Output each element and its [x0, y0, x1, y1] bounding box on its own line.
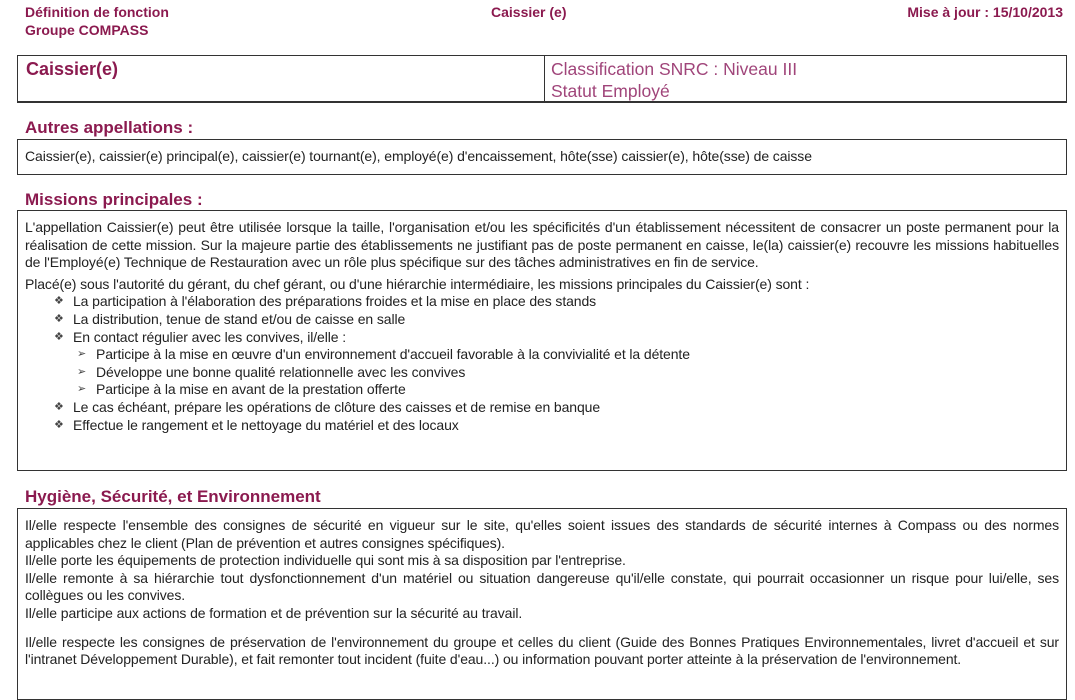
hse-paragraph: Il/elle respecte l'ensemble des consignes de sécurité en vigueur sur le site, qu'elles soient issues des standards de sécurité internes à Compass ou des normes applicables chez le client (Plan de prévention et autres consignes spécifiques).	[25, 517, 1059, 551]
section-heading-hse: Hygiène, Sécurité, et Environnement	[25, 487, 321, 506]
doc-header-left	[25, 3, 169, 39]
hse-paragraph: Il/elle respecte les consignes de préservation de l'environnement du groupe et celles du client (Guide des Bonnes Pratiques Environnementales, livret d'accueil et sur l'intranet Développement Durable), et fait remonter tout incident (fuite d'eau...) ou information pouvant porter atteinte à la préservation de l'environnement.	[25, 633, 1059, 668]
arrow-bullet-icon: ➢	[77, 383, 87, 396]
update-date: Mise à jour : 15/10/2013	[907, 4, 1063, 20]
list-item: ❖ En contact régulier avec les convives, il/elle :	[54, 328, 346, 345]
sub-list-item: ➢ Participe à la mise en œuvre d'un environnement d'accueil favorable à la convivialité et la détente	[77, 346, 690, 363]
company-name: Groupe COMPASS	[25, 22, 149, 38]
hse-box	[17, 508, 1067, 700]
section-heading-missions: Missions principales :	[25, 190, 203, 209]
hse-paragraph: Il/elle participe aux actions de formation et de prévention sur la sécurité au travail.	[25, 604, 523, 621]
diamond-bullet-icon: ❖	[54, 312, 64, 325]
hse-paragraph: Il/elle porte les équipements de protection individuelle qui sont mis à sa disposition par l'entreprise.	[25, 552, 626, 569]
statut: Statut Employé	[551, 81, 670, 101]
list-item: ❖ Effectue le rangement et le nettoyage du matériel et des locaux	[54, 416, 459, 433]
diamond-bullet-icon: ❖	[54, 418, 64, 431]
missions-intro: L'appellation Caissier(e) peut être utilisée lorsque la taille, l'organisation et/ou les spécificités d'un établissement nécessitent de consacrer un poste permanent pour la réalisation de cette mission. Sur la majeure partie des établissements ne justifiant pas de poste permanent en caisse, le(la) caissier(e) recouvre les missions habituelles de l'Employé(e) Technique de Restauration avec un rôle plus spécifique sur des tâches administratives en fin de service.	[25, 219, 1059, 271]
classification: Classification SNRC : Niveau III	[551, 59, 798, 79]
section-heading-autres: Autres appellations :	[25, 118, 194, 137]
arrow-bullet-icon: ➢	[77, 348, 87, 361]
list-item: ❖ Le cas échéant, prépare les opérations de clôture des caisses et de remise en banque	[54, 398, 601, 415]
job-title: Caissier(e)	[18, 56, 545, 101]
sub-list-item: ➢ Participe à la mise en avant de la prestation offerte	[77, 381, 406, 398]
doc-header-center: Caissier (e)	[491, 4, 567, 20]
missions-box	[17, 210, 1067, 471]
hse-paragraph: Il/elle remonte à sa hiérarchie tout dysfonctionnement d'un matériel ou situation dangereuse qu'il/elle constate, qui pourrait occasionner un risque pour lui/elle, ses collègues ou les convives.	[25, 569, 1059, 604]
autres-box: Caissier(e), caissier(e) principal(e), caissier(e) tournant(e), employé(e) d'encaissement, hôte(sse) caissier(e), hôte(sse) de caisse	[17, 139, 1067, 175]
title-box	[17, 55, 1067, 103]
sub-list-item: ➢ Développe une bonne qualité relationnelle avec les convives	[77, 363, 466, 380]
list-item: ❖ La distribution, tenue de stand et/ou de caisse en salle	[54, 310, 406, 327]
missions-lead: Placé(e) sous l'autorité du gérant, du chef gérant, ou d'une hiérarchie intermédiaire, les missions principales du Caissier(e) sont :	[25, 275, 810, 292]
list-item: ❖ La participation à l'élaboration des préparations froides et la mise en place des stands	[54, 293, 597, 310]
diamond-bullet-icon: ❖	[54, 295, 64, 308]
doc-type: Définition de fonction	[25, 4, 169, 20]
diamond-bullet-icon: ❖	[54, 400, 64, 413]
diamond-bullet-icon: ❖	[54, 330, 64, 343]
arrow-bullet-icon: ➢	[77, 365, 87, 378]
